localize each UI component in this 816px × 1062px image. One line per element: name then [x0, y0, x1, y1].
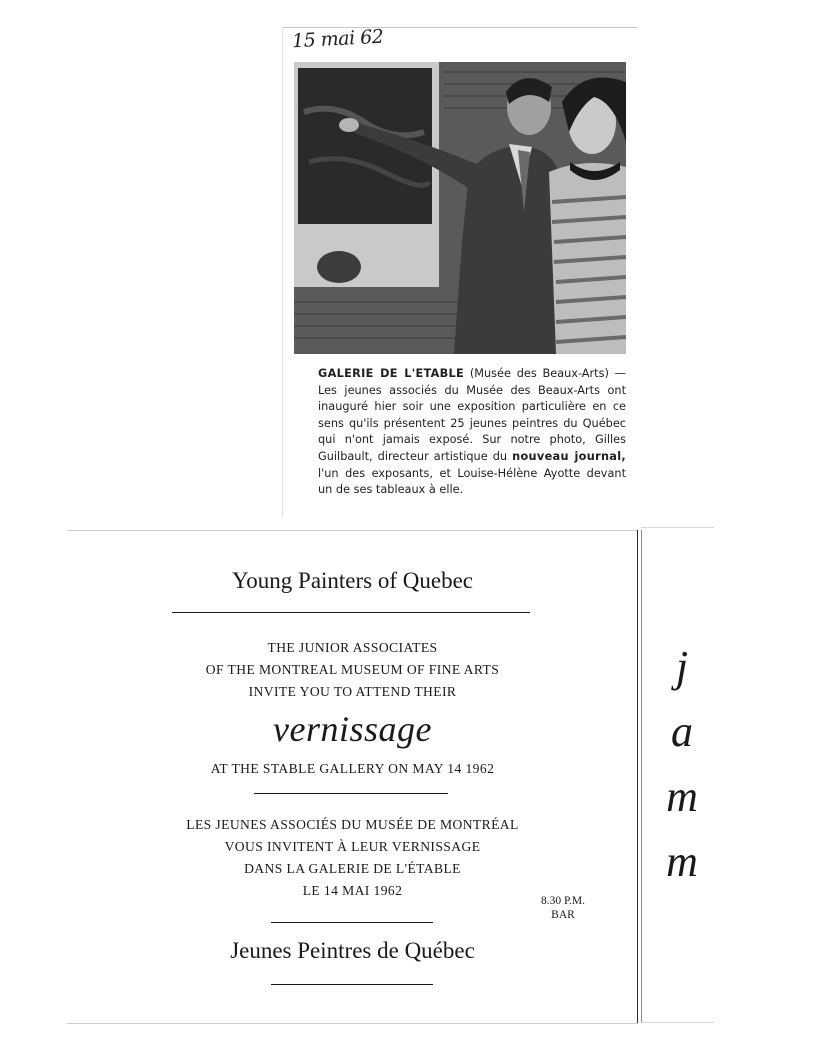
handwritten-date: 15 mai 62	[291, 25, 384, 53]
fr-line-3: DANS LA GALERIE DE L'ÉTABLE	[244, 861, 461, 876]
divider-4	[271, 984, 433, 985]
strip-letter-2: a	[671, 707, 693, 756]
caption-text-part2: l'un des exposants, et Louise-Hélène Ayotte devant un de ses tableaux à elle.	[318, 466, 626, 497]
title-french: Jeunes Peintres de Québec	[230, 938, 475, 963]
strip-top-edge	[641, 527, 714, 528]
strip-letter-3: m	[666, 772, 698, 821]
vernissage-heading: vernissage	[273, 709, 432, 749]
title-english: Young Painters of Quebec	[231, 568, 474, 593]
en-line-1: THE JUNIOR ASSOCIATES	[267, 640, 438, 655]
newspaper-photo	[294, 62, 626, 354]
divider-2	[254, 793, 448, 794]
en-line-2: OF THE MONTREAL MUSEUM OF FINE ARTS	[205, 662, 500, 677]
photo-caption	[318, 366, 626, 499]
fr-line-4: LE 14 MAI 1962	[302, 883, 403, 898]
divider-3	[271, 922, 433, 923]
en-line-3: INVITE YOU TO ATTEND THEIR	[248, 684, 457, 699]
fr-line-2: VOUS INVITENT À LEUR VERNISSAGE	[224, 839, 481, 854]
strip-letter-1: j	[675, 642, 689, 691]
strip-letter-4: m	[666, 837, 698, 886]
fr-line-1: LES JEUNES ASSOCIÉS DU MUSÉE DE MONTRÉAL	[186, 817, 519, 832]
time-and-bar	[527, 894, 599, 922]
bar-text: BAR	[551, 909, 575, 921]
clipping-left-edge	[282, 27, 283, 517]
divider-1	[172, 612, 530, 613]
time-text: 8.30 P.M.	[540, 895, 586, 907]
caption-headline: GALERIE DE L'ETABLE	[318, 367, 465, 380]
card-right-border-inner	[641, 530, 642, 1023]
caption-bold-mid: nouveau journal,	[512, 449, 626, 463]
en-date-line: AT THE STABLE GALLERY ON MAY 14 1962	[210, 761, 495, 776]
strip-bottom-edge	[641, 1022, 714, 1023]
caption-text-part1: (Musée des Beaux-Arts) — Les jeunes associés du Musée des Beaux-Arts ont inauguré hier soir une exposition particulière en ce sens qu'ils présentent 25 jeunes peintres du Québec qui n'ont jamais exposé. Sur notre photo, Gilles Guilbault, directeur artistique du	[318, 367, 626, 463]
